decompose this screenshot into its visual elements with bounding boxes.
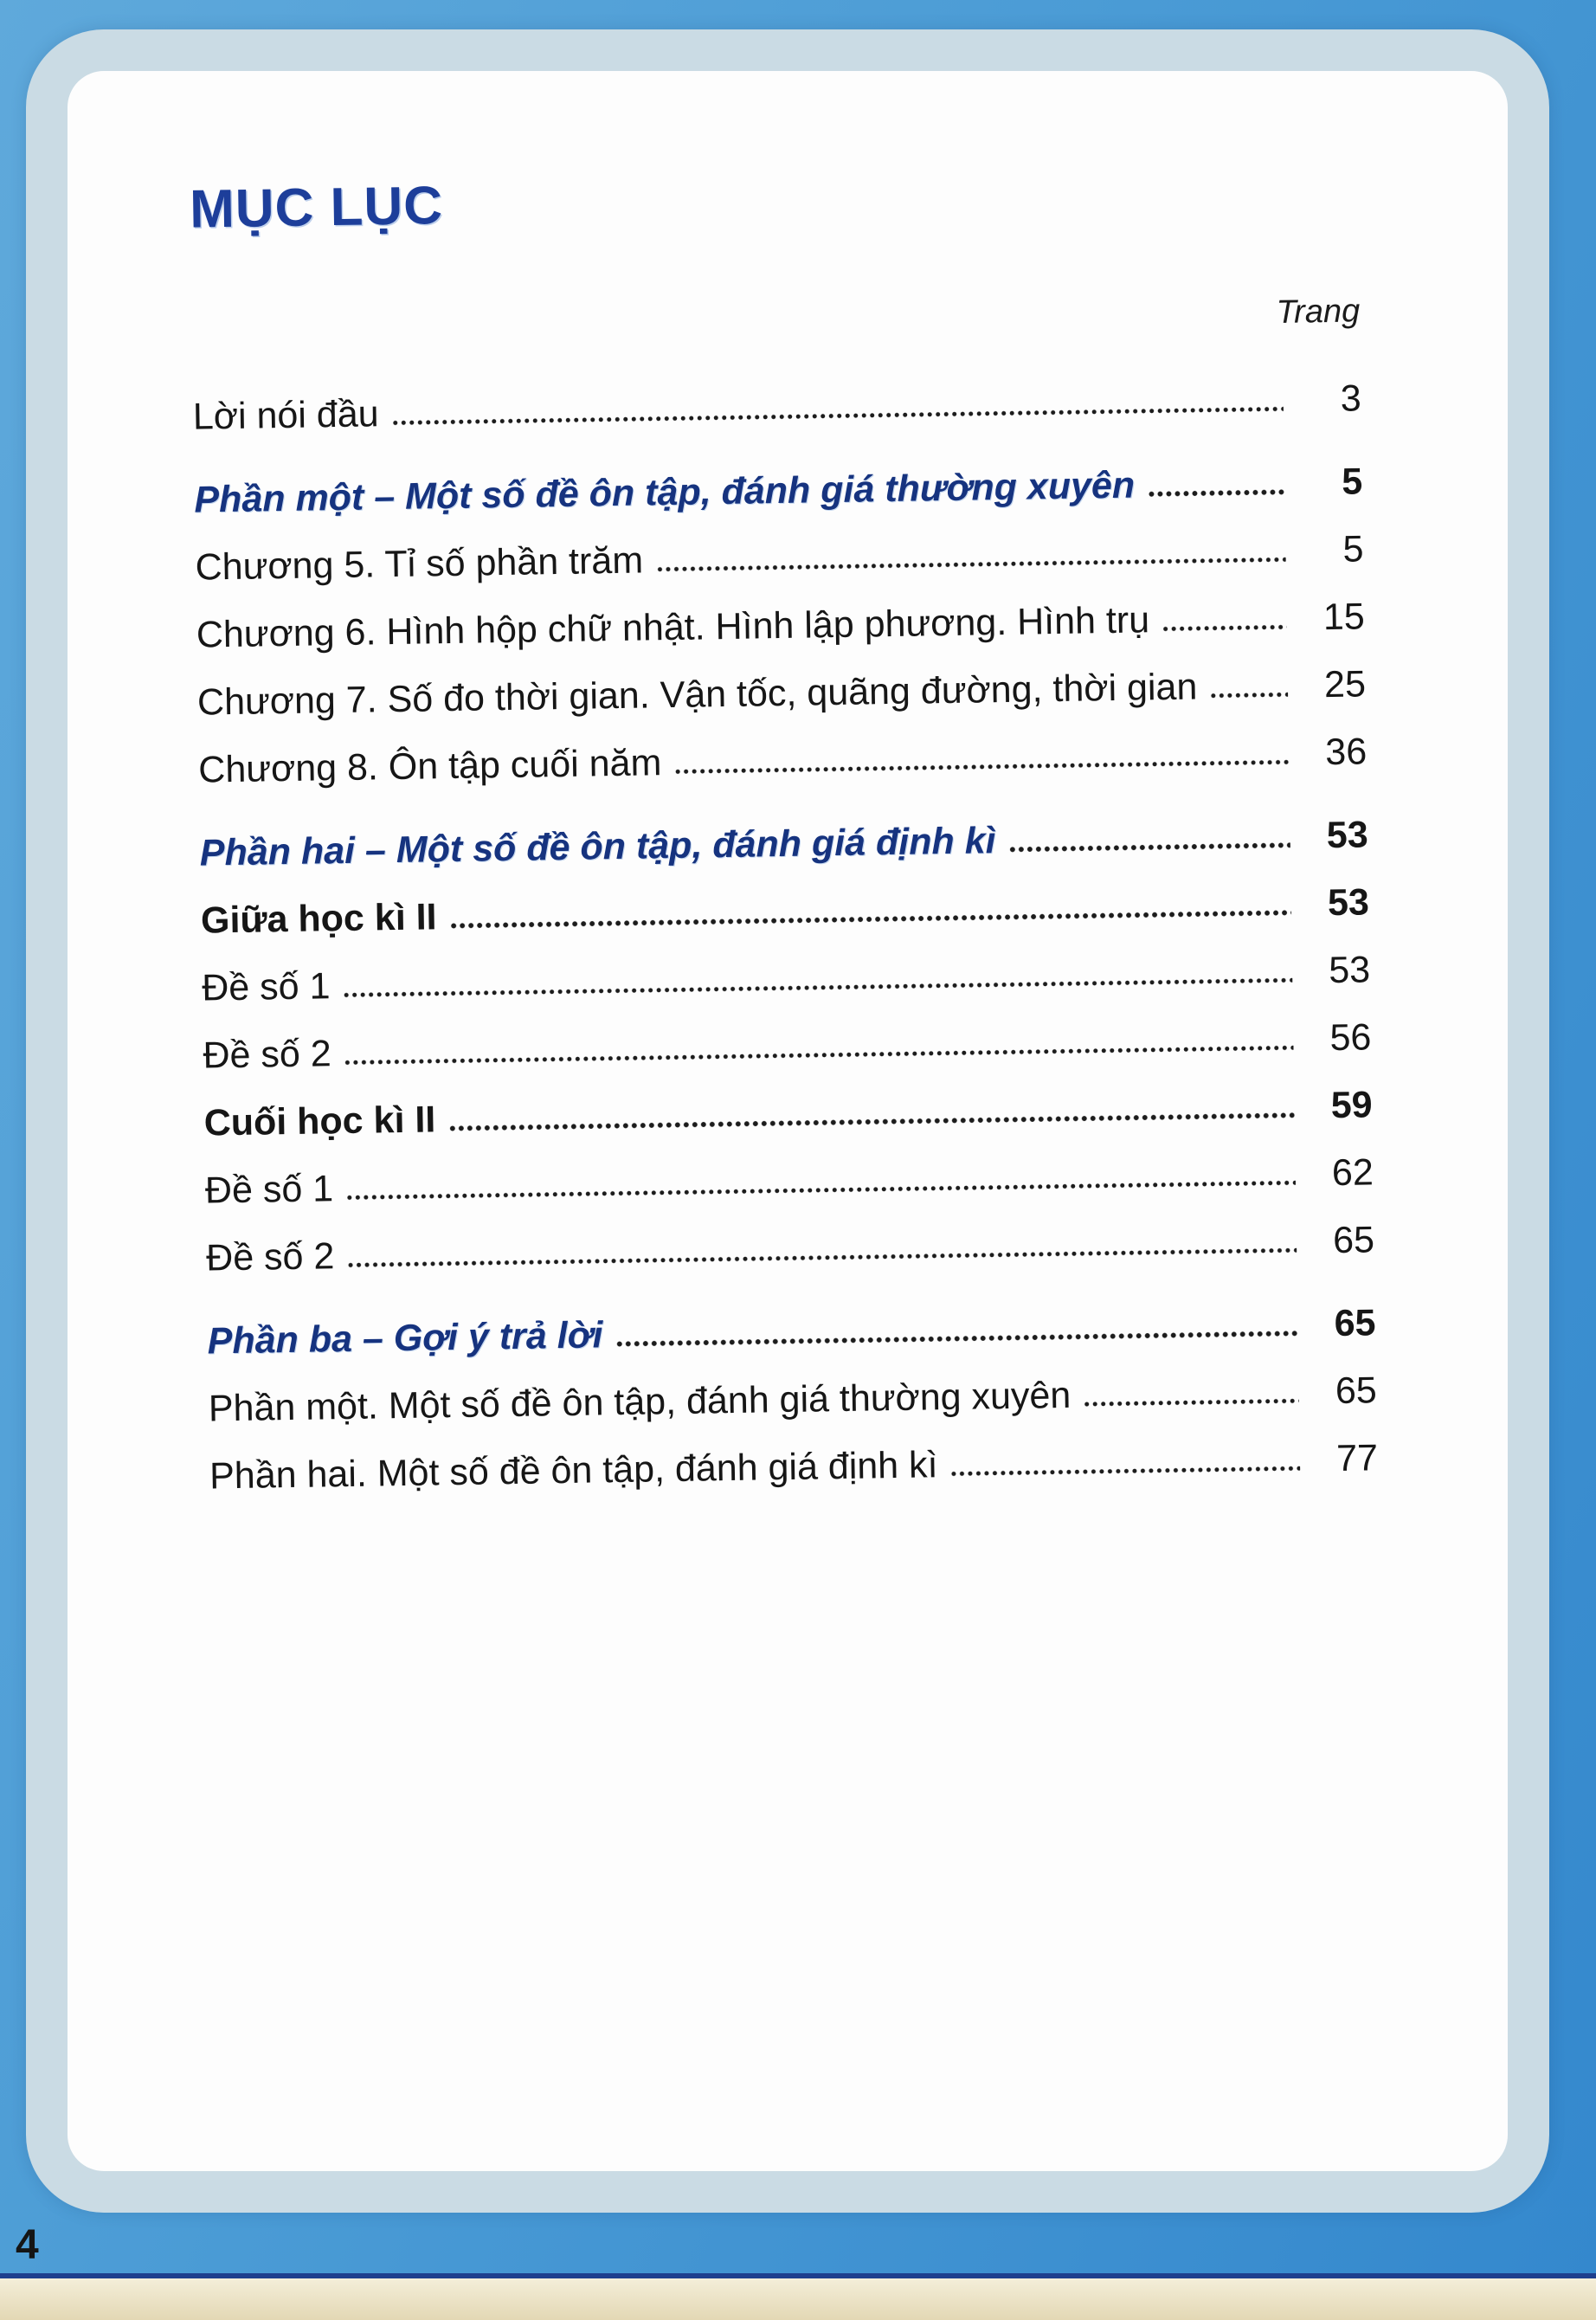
toc-dotted-leader (615, 1331, 1298, 1347)
toc-dotted-leader (1083, 1398, 1299, 1408)
page-edge-strip (0, 2273, 1596, 2320)
toc-entry-page-number: 56 (1329, 1016, 1372, 1060)
toc-list (192, 375, 1378, 1499)
toc-entry-page-number: 5 (1342, 528, 1364, 570)
toc-entry-label: Phần một. Một số đề ôn tập, đánh giá thường xuyên (208, 1374, 1072, 1430)
book-page (26, 29, 1549, 2213)
toc-entry-page-number: 53 (1326, 814, 1369, 857)
toc-entry-label: Đề số 1 (204, 1168, 334, 1212)
toc-entry-page-number: 53 (1327, 881, 1370, 925)
toc-entry (192, 375, 1361, 440)
toc-entry (208, 1367, 1377, 1432)
toc-entry (202, 946, 1371, 1011)
toc-dotted-leader (950, 1466, 1301, 1477)
toc-entry-label: Đề số 2 (203, 1033, 332, 1077)
toc-entry (203, 1081, 1373, 1146)
toc-entry (209, 1434, 1379, 1499)
table-of-contents (135, 132, 1449, 2032)
toc-entry-label: Phần ba – Gợi ý trả lời (207, 1314, 603, 1363)
toc-entry-page-number: 65 (1334, 1302, 1376, 1345)
toc-entry-page-number: 65 (1335, 1369, 1378, 1413)
toc-entry-page-number: 5 (1341, 461, 1363, 503)
toc-dotted-leader (655, 557, 1286, 572)
toc-entry-page-number: 36 (1324, 731, 1368, 774)
toc-entry (199, 811, 1368, 876)
page-title: MỤC LỤC (189, 176, 444, 240)
toc-entry-page-number: 62 (1331, 1151, 1374, 1195)
toc-entry (198, 728, 1368, 793)
toc-entry-label: Chương 6. Hình hộp chữ nhật. Hình lập phương. Hình trụ (196, 599, 1150, 656)
toc-entry-label: Chương 7. Số đo thời gian. Vận tốc, quãng đường, thời gian (196, 666, 1198, 724)
toc-entry-label: Phần hai – Một số đề ôn tập, đánh giá định kì (199, 820, 996, 874)
toc-entry (196, 593, 1365, 658)
toc-entry (203, 1014, 1372, 1079)
toc-entry (207, 1299, 1376, 1364)
toc-entry-page-number: 77 (1335, 1437, 1379, 1480)
toc-entry-page-number: 25 (1323, 663, 1367, 706)
toc-entry-label: Giữa học kì II (200, 896, 437, 942)
toc-dotted-leader (343, 977, 1293, 998)
toc-dotted-leader (346, 1247, 1297, 1268)
toc-entry-label: Chương 5. Tỉ số phần trăm (195, 539, 644, 589)
toc-dotted-leader (1008, 842, 1290, 853)
toc-entry (201, 879, 1370, 944)
toc-dotted-leader (447, 1112, 1294, 1131)
toc-entry (195, 525, 1364, 590)
toc-entry-label: Lời nói đầu (192, 393, 379, 438)
toc-entry (205, 1149, 1374, 1214)
toc-entry-label: Đề số 2 (205, 1235, 335, 1279)
toc-entry (197, 661, 1367, 725)
toc-entry-page-number: 15 (1322, 596, 1366, 639)
toc-entry-label: Đề số 1 (201, 965, 331, 1009)
book-page-number: 4 (16, 2222, 39, 2268)
toc-entry-label: Chương 8. Ôn tập cuối năm (197, 742, 662, 791)
toc-dotted-leader (344, 1045, 1294, 1066)
toc-entry-page-number: 53 (1328, 949, 1371, 992)
toc-entry-label: Cuối học kì II (203, 1099, 436, 1144)
toc-dotted-leader (449, 910, 1291, 929)
toc-dotted-leader (1209, 692, 1288, 699)
toc-dotted-leader (391, 406, 1284, 426)
toc-dotted-leader (673, 759, 1289, 775)
toc-entry (206, 1216, 1375, 1281)
toc-dotted-leader (1162, 624, 1287, 632)
toc-entry-page-number: 3 (1340, 377, 1362, 420)
toc-entry-label: Phần hai. Một số đề ôn tập, đánh giá định kì (209, 1444, 938, 1498)
toc-entry (194, 458, 1363, 523)
toc-dotted-leader (1147, 489, 1284, 497)
toc-dotted-leader (345, 1180, 1296, 1201)
toc-entry-page-number: 59 (1330, 1084, 1373, 1127)
column-header-trang: Trang (1276, 293, 1361, 331)
toc-entry-label: Phần một – Một số đề ôn tập, đánh giá thường xuyên (194, 464, 1136, 521)
toc-entry-page-number: 65 (1332, 1219, 1375, 1262)
